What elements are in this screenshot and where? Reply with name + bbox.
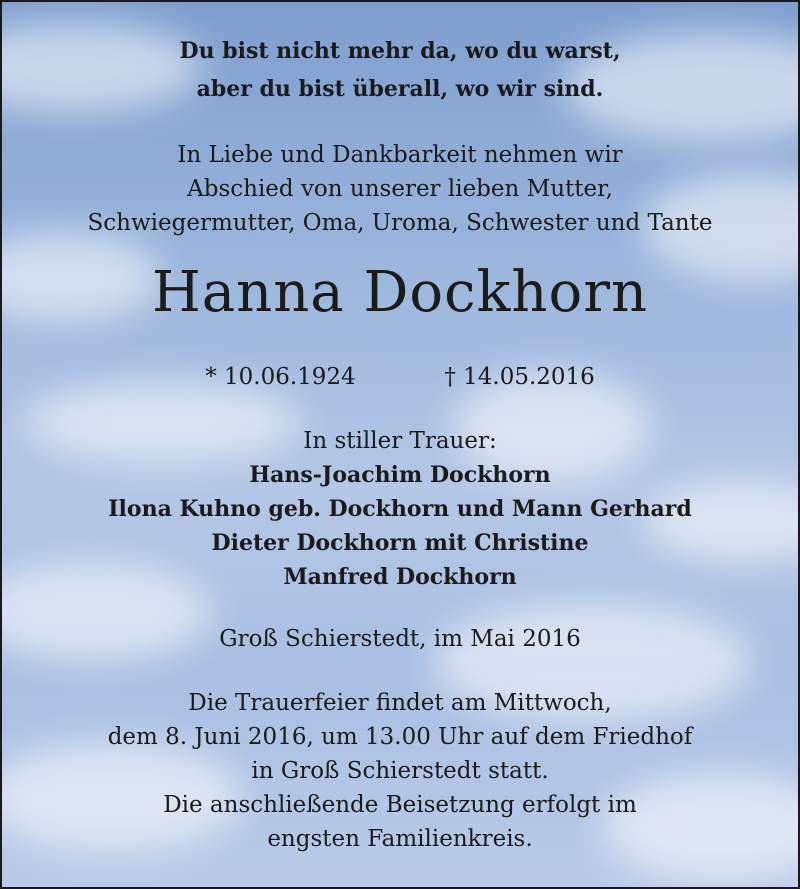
motto-line-2: aber du bist überall, wo wir sind. [196,76,604,102]
motto-line-1: Du bist nicht mehr da, wo du warst, [179,38,621,64]
mourner-name: Hans-Joachim Dockhorn [249,462,551,488]
funeral-line-5: engsten Familienkreis. [267,826,533,852]
deceased-name: Hanna Dockhorn [151,260,649,325]
intro-line-3: Schwiegermutter, Oma, Uroma, Schwester und Tante [87,210,713,236]
place-date: Groß Schierstedt, im Mai 2016 [219,626,581,652]
mourner-name: Dieter Dockhorn mit Christine [211,530,589,556]
mourner-name: Ilona Kuhno geb. Dockhorn und Mann Gerhard [108,496,692,522]
funeral-line-1: Die Trauerfeier findet am Mittwoch, [188,690,612,716]
life-dates [2,364,798,390]
intro-line-2: Abschied von unserer lieben Mutter, [187,176,613,202]
mourner-name: Manfred Dockhorn [283,564,517,590]
birth-date: * 10.06.1924 [205,364,356,390]
funeral-line-4: Die anschließende Beisetzung erfolgt im [163,792,637,818]
intro-line-1: In Liebe und Dankbarkeit nehmen wir [177,142,623,168]
mourning-heading: In stiller Trauer: [303,428,497,454]
death-date: † 14.05.2016 [444,364,595,390]
funeral-line-2: dem 8. Juni 2016, um 13.00 Uhr auf dem Friedhof [107,724,693,750]
funeral-line-3: in Groß Schierstedt statt. [251,758,549,784]
